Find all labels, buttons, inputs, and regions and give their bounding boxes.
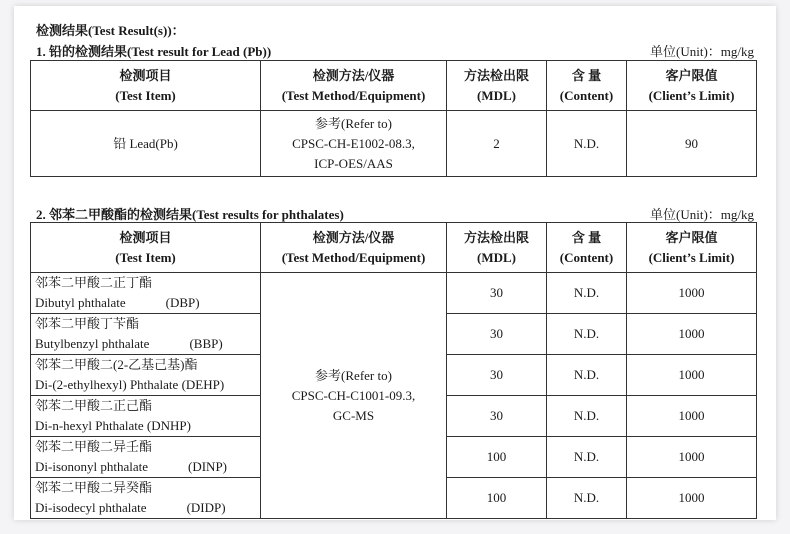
lead-table — [30, 60, 757, 177]
phthalate-content: N.D. — [547, 478, 627, 519]
phthalates-heading: 2. 邻苯二甲酸酯的检测结果(Test results for phthalates) — [36, 207, 344, 222]
lead-content: N.D. — [547, 111, 627, 177]
phthalate-mdl: 30 — [447, 314, 547, 355]
report-page — [14, 6, 776, 520]
phthalate-item: 邻苯二甲酸二正丁酯 Dibutyl phthalate (DBP) — [31, 273, 261, 314]
phthalate-limit: 1000 — [627, 273, 757, 314]
phthalates-unit: 单位(Unit)：mg/kg — [650, 207, 754, 222]
lead-item: 铅 Lead(Pb) — [31, 111, 261, 177]
phthalates-table — [30, 222, 757, 519]
phthalate-limit: 1000 — [627, 478, 757, 519]
phthalate-limit: 1000 — [627, 396, 757, 437]
phthalate-limit: 1000 — [627, 437, 757, 478]
phthalate-item: 邻苯二甲酸二异癸酯 Di-isodecyl phthalate (DIDP) — [31, 478, 261, 519]
phthalate-item: 邻苯二甲酸二异壬酯 Di-isononyl phthalate (DINP) — [31, 437, 261, 478]
phthalate-mdl: 30 — [447, 355, 547, 396]
lead-heading: 1. 铅的检测结果(Test result for Lead (Pb)) — [36, 44, 272, 59]
header-client-limit: 客户限值 (Client’s Limit) — [627, 61, 757, 111]
phthalate-item: 邻苯二甲酸丁苄酯 Butylbenzyl phthalate (BBP) — [31, 314, 261, 355]
phthalate-mdl: 30 — [447, 396, 547, 437]
phthalate-content: N.D. — [547, 437, 627, 478]
phthalates-header-row — [31, 223, 757, 273]
phthalate-content: N.D. — [547, 314, 627, 355]
header-test-item: 检测项目 (Test Item) — [31, 223, 261, 273]
phthalate-mdl: 30 — [447, 273, 547, 314]
header-test-item: 检测项目 (Test Item) — [31, 61, 261, 111]
header-content: 含 量 (Content) — [547, 223, 627, 273]
section-title: 检测结果(Test Result(s))： — [36, 23, 185, 38]
phthalate-method: 参考(Refer to) CPSC-CH-C1001-09.3, GC-MS — [261, 273, 447, 519]
phthalate-mdl: 100 — [447, 478, 547, 519]
header-mdl: 方法检出限 (MDL) — [447, 61, 547, 111]
lead-method: 参考(Refer to) CPSC-CH-E1002-08.3, ICP-OES/AAS — [261, 111, 447, 177]
lead-header-row — [31, 61, 757, 111]
lead-mdl: 2 — [447, 111, 547, 177]
header-mdl: 方法检出限 (MDL) — [447, 223, 547, 273]
phthalate-mdl: 100 — [447, 437, 547, 478]
header-test-method: 检测方法/仪器 (Test Method/Equipment) — [261, 61, 447, 111]
lead-limit: 90 — [627, 111, 757, 177]
phthalate-content: N.D. — [547, 355, 627, 396]
header-content: 含 量 (Content) — [547, 61, 627, 111]
lead-unit: 单位(Unit)：mg/kg — [650, 44, 754, 59]
phthalate-limit: 1000 — [627, 355, 757, 396]
phthalate-item: 邻苯二甲酸二(2-乙基己基)酯 Di-(2-ethylhexyl) Phthalate (DEHP) — [31, 355, 261, 396]
header-client-limit: 客户限值 (Client’s Limit) — [627, 223, 757, 273]
phthalate-limit: 1000 — [627, 314, 757, 355]
table-row — [31, 273, 757, 314]
table-row — [31, 111, 757, 177]
phthalate-item: 邻苯二甲酸二正己酯 Di-n-hexyl Phthalate (DNHP) — [31, 396, 261, 437]
header-test-method: 检测方法/仪器 (Test Method/Equipment) — [261, 223, 447, 273]
phthalate-content: N.D. — [547, 273, 627, 314]
phthalate-content: N.D. — [547, 396, 627, 437]
